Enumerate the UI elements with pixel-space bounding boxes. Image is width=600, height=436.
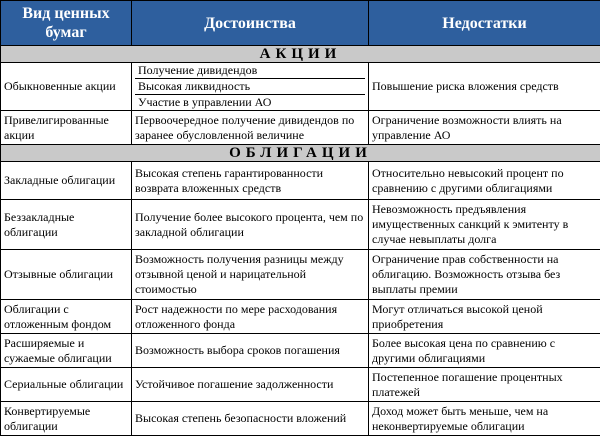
advantage-item: Высокая ликвидность <box>135 79 365 95</box>
table-row <box>1 250 600 300</box>
security-type: Закладные облигации <box>1 162 132 200</box>
disadvantages-cell: Невозможность предъявления имущественных санкций к эмитенту в случае невыплаты долга <box>369 200 600 250</box>
advantage-item: Получение дивидендов <box>135 63 365 79</box>
disadvantages-cell: Ограничение возможности влиять на управление АО <box>369 111 600 145</box>
advantages-cell: Рост надежности по мере расходования отложенного фонда <box>132 300 369 334</box>
advantages-list <box>132 63 369 111</box>
advantages-cell: Устойчивое погашение задолженности <box>132 368 369 402</box>
advantages-cell: Первоочередное получение дивидендов по заранее обусловленной величине <box>132 111 369 145</box>
table-row <box>1 402 600 436</box>
advantages-cell: Получение более высокого процента, чем по закладной облигации <box>132 200 369 250</box>
advantages-cell: Возможность выбора сроков погашения <box>132 334 369 368</box>
table-row <box>1 162 600 200</box>
header-security-type: Вид ценных бумаг <box>1 1 132 46</box>
security-type: Привелигированные акции <box>1 111 132 145</box>
advantages-cell: Возможность получения разницы между отзывной ценой и нарицательной стоимостью <box>132 250 369 300</box>
disadvantages-cell: Более высокая цена по сравнению с другими облигациями <box>369 334 600 368</box>
table-row <box>1 368 600 402</box>
security-type: Отзывные облигации <box>1 250 132 300</box>
table-row <box>1 111 600 145</box>
section-title-stocks: АКЦИИ <box>1 46 600 63</box>
header-disadvantages: Недостатки <box>369 1 600 46</box>
advantages-cell: Высокая степень безопасности вложений <box>132 402 369 436</box>
security-type: Беззакладные облигации <box>1 200 132 250</box>
table-row <box>1 200 600 250</box>
table-row <box>1 63 600 111</box>
advantages-cell: Высокая степень гарантированности возврата вложенных средств <box>132 162 369 200</box>
disadvantages-cell: Повышение риска вложения средств <box>369 63 600 111</box>
section-row-stocks <box>1 46 600 63</box>
disadvantages-cell: Относительно невысокий процент по сравнению с другими облигациями <box>369 162 600 200</box>
section-title-bonds: ОБЛИГАЦИИ <box>1 145 600 162</box>
table-row <box>1 300 600 334</box>
disadvantages-cell: Могут отличаться высокой ценой приобретения <box>369 300 600 334</box>
header-row <box>1 1 600 46</box>
disadvantages-cell: Постепенное погашение процентных платежей <box>369 368 600 402</box>
header-advantages: Достоинства <box>132 1 369 46</box>
table-row <box>1 334 600 368</box>
disadvantages-cell: Доход может быть меньше, чем на неконвертируемые облигации <box>369 402 600 436</box>
disadvantages-cell: Ограничение прав собственности на облигацию. Возможность отзыва без выплаты премии <box>369 250 600 300</box>
advantage-item: Участие в управлении АО <box>135 95 365 110</box>
security-type: Облигации с отложенным фондом <box>1 300 132 334</box>
security-type: Расширяемые и сужаемые облигации <box>1 334 132 368</box>
section-row-bonds <box>1 145 600 162</box>
security-type: Обыкновенные акции <box>1 63 132 111</box>
security-type: Конвертируемые облигации <box>1 402 132 436</box>
security-type: Сериальные облигации <box>1 368 132 402</box>
